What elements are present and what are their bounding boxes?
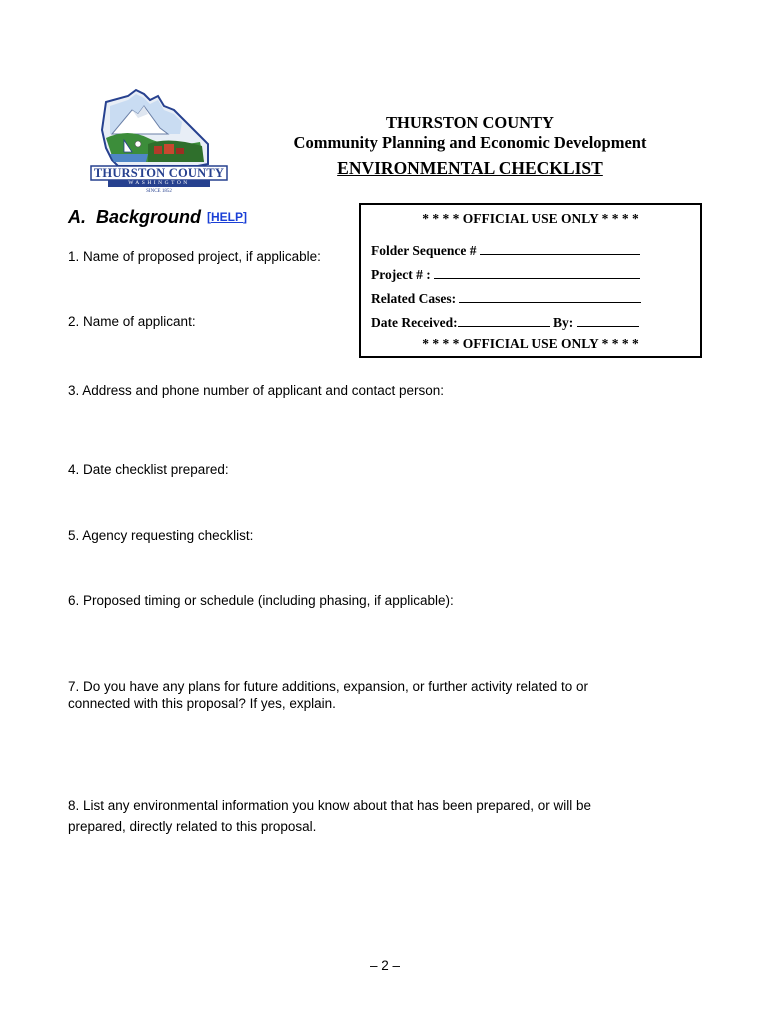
question-3: 3. Address and phone number of applicant and contact person: (68, 383, 445, 398)
folder-sequence-label: Folder Sequence # (371, 243, 477, 258)
question-6: 6. Proposed timing or schedule (including phasing, if applicable): (68, 593, 454, 608)
thurston-county-logo (88, 88, 230, 200)
question-5: 5. Agency requesting checklist: (68, 528, 254, 543)
project-number-label: Project # : (371, 267, 431, 282)
date-received-label: Date Received: (371, 315, 458, 330)
question-8-line-1: 8. List any environmental information you know about that has been prepared, or will be (68, 798, 592, 813)
official-use-banner-bottom: * * * * OFFICIAL USE ONLY * * * * (422, 336, 639, 351)
page-number: – 2 – (369, 958, 401, 973)
by-field[interactable] (577, 313, 639, 327)
related-cases-label: Related Cases: (371, 291, 457, 306)
date-received-field[interactable] (458, 313, 550, 327)
question-7-line-2: connected with this proposal? If yes, explain. (68, 696, 336, 711)
help-link[interactable]: [HELP] (207, 210, 248, 224)
logo-county-name: THURSTON COUNTY (93, 166, 225, 180)
question-4: 4. Date checklist prepared: (68, 462, 229, 477)
question-1: 1. Name of proposed project, if applicable: (68, 249, 321, 264)
project-number-field[interactable] (434, 265, 640, 279)
folder-sequence-row (371, 241, 640, 259)
header-county: THURSTON COUNTY (386, 113, 554, 132)
related-cases-field[interactable] (459, 289, 641, 303)
question-8-line-2: prepared, directly related to this proposal. (68, 819, 317, 834)
folder-sequence-field[interactable] (480, 241, 640, 255)
by-label: By: (552, 315, 574, 330)
section-title: A. Background (68, 207, 202, 227)
official-use-banner-top: * * * * OFFICIAL USE ONLY * * * * (422, 211, 639, 226)
date-received-row (371, 313, 639, 331)
project-number-row (371, 265, 640, 283)
related-cases-row (371, 289, 641, 307)
question-7-line-1: 7. Do you have any plans for future additions, expansion, or further activity related to or (68, 679, 589, 694)
help-link-label[interactable]: HELP (211, 210, 244, 224)
logo-since: SINCE 1852 (146, 189, 172, 194)
logo-state-name: WASHINGTON (128, 180, 190, 186)
header-department: Community Planning and Economic Development (293, 133, 647, 152)
question-2: 2. Name of applicant: (68, 314, 196, 329)
official-use-box (359, 203, 702, 358)
page-title: ENVIRONMENTAL CHECKLIST (337, 158, 603, 178)
